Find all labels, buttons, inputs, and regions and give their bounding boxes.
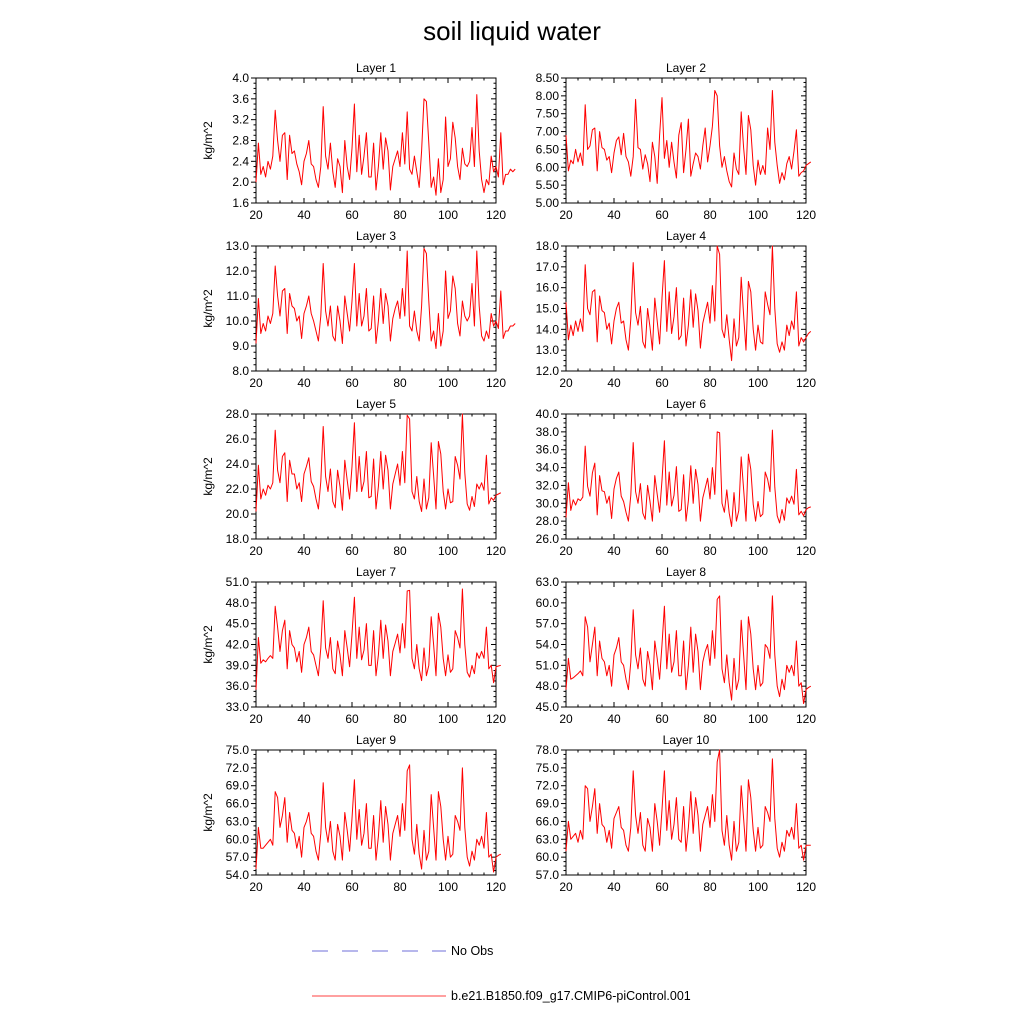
x-tick-label: 60 — [345, 544, 359, 558]
y-tick-label: 48.0 — [535, 679, 559, 694]
x-tick-label: 80 — [703, 712, 717, 726]
y-tick-label: 1.6 — [232, 196, 249, 210]
y-tick-label: 45.0 — [225, 616, 249, 631]
x-tick-label: 80 — [393, 544, 407, 558]
panel-layer-8 — [536, 565, 817, 726]
y-tick-label: 75.0 — [535, 760, 559, 775]
y-tick-label: 69.0 — [225, 778, 249, 793]
y-tick-label: 60.0 — [535, 850, 559, 865]
x-tick-label: 60 — [655, 880, 669, 894]
x-tick-label: 120 — [795, 376, 817, 390]
y-tick-label: 40.0 — [535, 407, 559, 421]
y-tick-label: 16.0 — [535, 280, 559, 295]
x-tick-label: 20 — [559, 712, 573, 726]
y-axis-label: kg/m^2 — [201, 289, 215, 328]
panel-title: Layer 10 — [662, 733, 710, 747]
y-axis-label: kg/m^2 — [201, 625, 215, 664]
legend — [312, 944, 691, 1003]
legend-no-obs-label: No Obs — [451, 944, 494, 958]
y-tick-label: 14.0 — [535, 322, 559, 337]
y-tick-label: 63.0 — [535, 575, 559, 589]
x-tick-label: 80 — [393, 712, 407, 726]
x-tick-label: 100 — [747, 544, 769, 558]
x-tick-label: 60 — [655, 208, 669, 222]
x-tick-label: 20 — [249, 880, 263, 894]
panel-layer-4 — [536, 229, 817, 390]
x-tick-label: 120 — [795, 712, 817, 726]
series-line — [256, 249, 515, 349]
y-tick-label: 6.00 — [535, 160, 559, 175]
panel-title: Layer 3 — [355, 229, 397, 243]
panel-title: Layer 7 — [355, 565, 397, 579]
x-tick-label: 60 — [655, 712, 669, 726]
y-tick-label: 72.0 — [225, 760, 249, 775]
series-line — [566, 246, 811, 361]
y-tick-label: 17.0 — [535, 259, 559, 274]
y-tick-label: 2.8 — [232, 133, 249, 148]
legend-model-label: b.e21.B1850.f09_g17.CMIP6-piControl.001 — [451, 989, 691, 1003]
y-tick-label: 20.0 — [225, 507, 249, 521]
x-tick-label: 40 — [607, 208, 621, 222]
y-tick-label: 66.0 — [225, 796, 249, 811]
x-tick-label: 20 — [559, 376, 573, 390]
y-tick-label: 26.0 — [225, 432, 249, 446]
y-tick-label: 10.0 — [225, 314, 249, 328]
y-tick-label: 48.0 — [225, 595, 249, 610]
y-tick-label: 4.0 — [232, 71, 249, 85]
x-tick-label: 20 — [559, 880, 573, 894]
x-tick-label: 80 — [703, 880, 717, 894]
y-tick-label: 57.0 — [535, 868, 559, 882]
y-tick-label: 36.0 — [535, 442, 559, 457]
y-axis-label: kg/m^2 — [201, 793, 215, 832]
y-tick-label: 18.0 — [535, 239, 559, 253]
y-tick-label: 78.0 — [535, 743, 559, 757]
y-tick-label: 18.0 — [225, 532, 249, 546]
y-tick-label: 12.0 — [535, 364, 559, 378]
panel-layer-7 — [201, 565, 506, 726]
x-tick-label: 40 — [297, 712, 311, 726]
x-tick-label: 60 — [345, 208, 359, 222]
series-line — [566, 91, 811, 187]
y-tick-label: 24.0 — [225, 457, 249, 471]
y-tick-label: 7.50 — [535, 106, 559, 121]
x-tick-label: 20 — [249, 376, 263, 390]
x-tick-label: 100 — [437, 376, 459, 390]
y-tick-label: 72.0 — [535, 778, 559, 793]
x-tick-label: 20 — [559, 544, 573, 558]
series-line — [256, 765, 501, 872]
x-tick-label: 100 — [437, 544, 459, 558]
panel-layer-9 — [201, 733, 506, 894]
x-tick-label: 40 — [607, 376, 621, 390]
y-tick-label: 30.0 — [535, 496, 559, 511]
y-tick-label: 42.0 — [225, 637, 249, 652]
y-tick-label: 57.0 — [225, 850, 249, 865]
y-tick-label: 36.0 — [225, 679, 249, 694]
y-tick-label: 60.0 — [535, 595, 559, 610]
x-tick-label: 120 — [485, 880, 507, 894]
panel-title: Layer 9 — [355, 733, 397, 747]
panel-layer-10 — [536, 733, 817, 894]
y-tick-label: 5.50 — [535, 178, 559, 193]
x-tick-label: 100 — [747, 880, 769, 894]
panel-layer-5 — [201, 397, 506, 558]
panel-title: Layer 5 — [355, 397, 397, 411]
y-tick-label: 5.00 — [535, 196, 559, 210]
panel-layer-3 — [201, 229, 515, 390]
y-tick-label: 22.0 — [225, 482, 249, 496]
y-tick-label: 28.0 — [225, 407, 249, 421]
panel-layer-6 — [536, 397, 817, 558]
panel-grid — [201, 61, 816, 894]
x-tick-label: 100 — [747, 712, 769, 726]
x-tick-label: 120 — [795, 208, 817, 222]
y-tick-label: 13.0 — [535, 343, 559, 358]
plot-frame — [256, 246, 496, 371]
y-tick-label: 51.0 — [535, 658, 559, 673]
x-tick-label: 60 — [655, 376, 669, 390]
panel-layer-2 — [536, 61, 817, 222]
x-tick-label: 100 — [747, 208, 769, 222]
main-title: soil liquid water — [423, 16, 601, 46]
x-tick-label: 60 — [655, 544, 669, 558]
panel-title: Layer 2 — [665, 61, 707, 75]
x-tick-label: 120 — [485, 208, 507, 222]
panel-title: Layer 6 — [665, 397, 707, 411]
x-tick-label: 120 — [485, 376, 507, 390]
y-tick-label: 57.0 — [535, 616, 559, 631]
x-tick-label: 80 — [393, 208, 407, 222]
y-tick-label: 60.0 — [225, 832, 249, 847]
series-line — [566, 430, 811, 526]
x-tick-label: 20 — [559, 208, 573, 222]
series-line — [566, 596, 811, 704]
x-tick-label: 40 — [607, 880, 621, 894]
y-tick-label: 12.0 — [225, 264, 249, 278]
x-tick-label: 100 — [437, 208, 459, 222]
x-tick-label: 40 — [297, 544, 311, 558]
x-tick-label: 120 — [485, 712, 507, 726]
y-tick-label: 51.0 — [225, 575, 249, 589]
y-tick-label: 63.0 — [225, 814, 249, 829]
x-tick-label: 40 — [607, 544, 621, 558]
y-tick-label: 8.00 — [535, 88, 559, 103]
y-tick-label: 11.0 — [226, 289, 249, 303]
x-tick-label: 20 — [249, 544, 263, 558]
y-tick-label: 3.6 — [232, 91, 249, 106]
y-tick-label: 38.0 — [535, 424, 559, 439]
x-tick-label: 80 — [393, 376, 407, 390]
y-tick-label: 13.0 — [225, 239, 249, 253]
y-tick-label: 32.0 — [535, 478, 559, 493]
y-tick-label: 2.4 — [232, 154, 249, 169]
panel-title: Layer 1 — [355, 61, 397, 75]
y-tick-label: 39.0 — [225, 658, 249, 673]
y-tick-label: 8.50 — [535, 71, 559, 85]
x-tick-label: 120 — [795, 880, 817, 894]
series-line — [256, 589, 501, 690]
y-tick-label: 3.2 — [232, 112, 249, 127]
y-tick-label: 54.0 — [535, 637, 559, 652]
y-tick-label: 15.0 — [535, 301, 559, 316]
y-axis-label: kg/m^2 — [201, 457, 215, 496]
x-tick-label: 20 — [249, 208, 263, 222]
x-tick-label: 100 — [437, 712, 459, 726]
x-tick-label: 40 — [297, 880, 311, 894]
x-tick-label: 120 — [485, 544, 507, 558]
series-line — [256, 414, 501, 512]
y-tick-label: 54.0 — [225, 868, 249, 882]
x-tick-label: 120 — [795, 544, 817, 558]
y-axis-label: kg/m^2 — [201, 121, 215, 160]
y-tick-label: 9.0 — [232, 339, 249, 353]
x-tick-label: 40 — [607, 712, 621, 726]
y-tick-label: 26.0 — [535, 532, 559, 546]
y-tick-label: 45.0 — [535, 700, 559, 714]
y-tick-label: 2.0 — [232, 175, 249, 190]
x-tick-label: 100 — [437, 880, 459, 894]
y-tick-label: 34.0 — [535, 460, 559, 475]
y-tick-label: 66.0 — [535, 814, 559, 829]
y-tick-label: 69.0 — [535, 796, 559, 811]
x-tick-label: 40 — [297, 208, 311, 222]
x-tick-label: 60 — [345, 712, 359, 726]
x-tick-label: 20 — [249, 712, 263, 726]
y-tick-label: 75.0 — [225, 743, 249, 757]
x-tick-label: 40 — [297, 376, 311, 390]
y-tick-label: 7.00 — [535, 124, 559, 139]
x-tick-label: 80 — [703, 376, 717, 390]
y-tick-label: 6.50 — [535, 142, 559, 157]
panel-title: Layer 4 — [665, 229, 707, 243]
panel-title: Layer 8 — [665, 565, 707, 579]
y-tick-label: 63.0 — [535, 832, 559, 847]
x-tick-label: 80 — [393, 880, 407, 894]
x-tick-label: 60 — [345, 376, 359, 390]
y-tick-label: 33.0 — [225, 700, 249, 714]
x-tick-label: 80 — [703, 544, 717, 558]
y-tick-label: 28.0 — [535, 514, 559, 529]
x-tick-label: 60 — [345, 880, 359, 894]
x-tick-label: 100 — [747, 376, 769, 390]
series-line — [566, 750, 811, 860]
y-tick-label: 8.0 — [232, 364, 249, 378]
series-line — [256, 95, 515, 196]
x-tick-label: 80 — [703, 208, 717, 222]
panel-layer-1 — [201, 61, 515, 222]
